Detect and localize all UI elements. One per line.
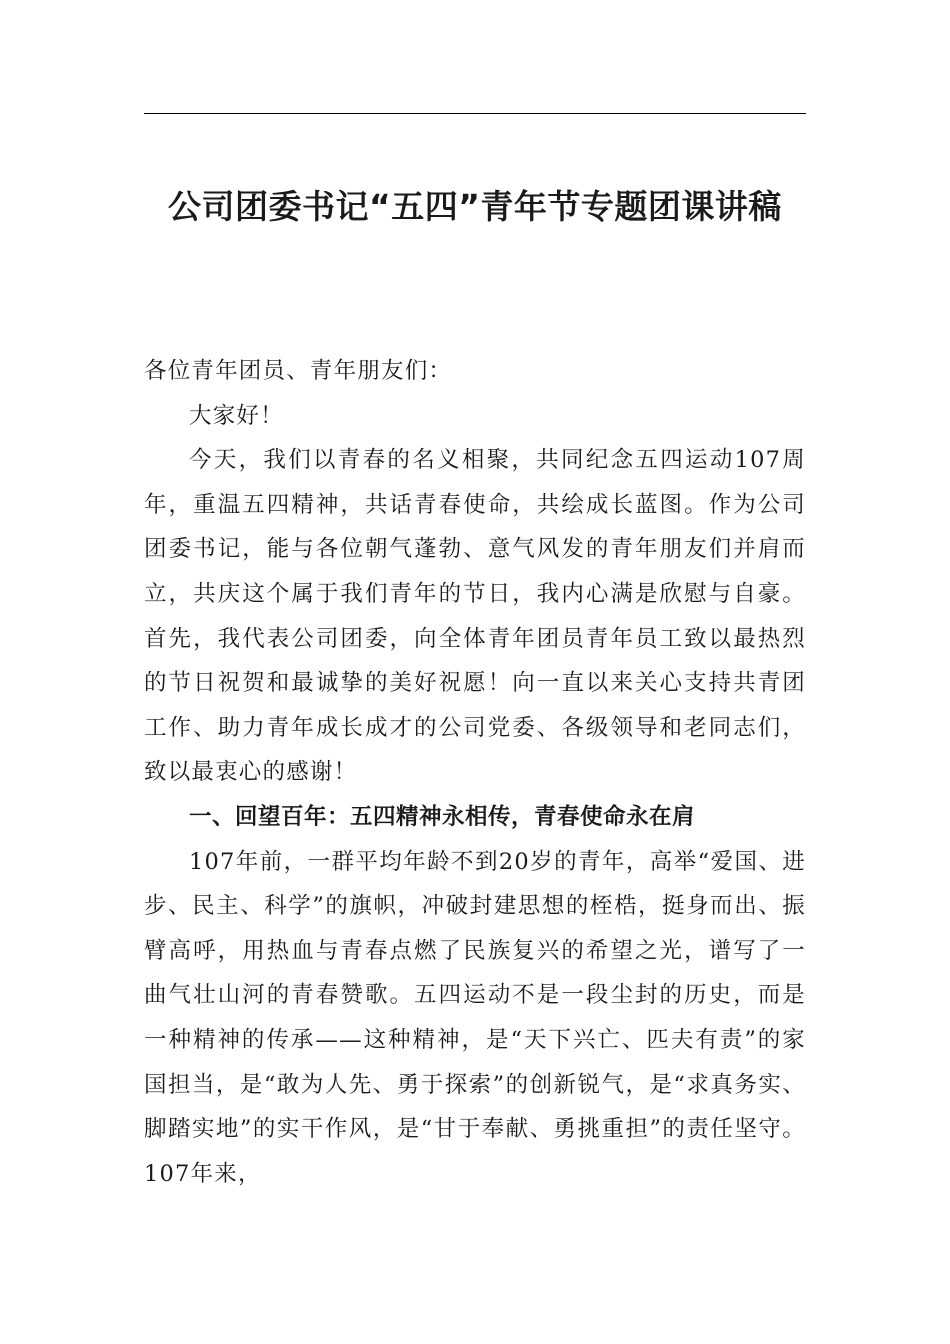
salutation: 各位青年团员、青年朋友们： <box>144 358 453 384</box>
opening-greeting: 大家好！ <box>189 402 284 429</box>
document-body <box>144 349 806 1196</box>
paragraph-history: 107年前，一群平均年龄不到20岁的青年，高举“爱国、进步、民主、科学”的旗帜，冲破封建思想的桎梏，挺身而出、振臂高呼，用热血与青春点燃了民族复兴的希望之光，谱写了一曲气壮山河的青春赞歌。五四运动不是一段尘封的历史，而是一种精神的传承——这种精神，是“天下兴亡、匹夫有责”的家国担当，是“敢为人先、勇于探索”的创新锐气，是“求真务实、脚踏实地”的实干作风，是“甘于奉献、勇挑重担”的责任坚守。107年来， <box>144 848 806 1187</box>
document-title: 公司团委书记“五四”青年节专题团课讲稿 <box>168 187 782 226</box>
paragraph-introduction: 今天，我们以青春的名义相聚，共同纪念五四运动107周年，重温五四精神，共话青春使命，共绘成长蓝图。作为公司团委书记，能与各位朝气蓬勃、意气风发的青年朋友们并肩而立，共庆这个属于我们青年的节日，我内心满是欣慰与自豪。首先，我代表公司团委，向全体青年团员青年员工致以最热烈的节日祝贺和最诚挚的美好祝愿！向一直以来关心支持共青团工作、助力青年成长成才的公司党委、各级领导和老同志们，致以最衷心的感谢！ <box>144 447 806 786</box>
header-rule <box>144 113 806 114</box>
section-heading-1: 一、回望百年：五四精神永相传，青春使命永在肩 <box>189 803 696 830</box>
